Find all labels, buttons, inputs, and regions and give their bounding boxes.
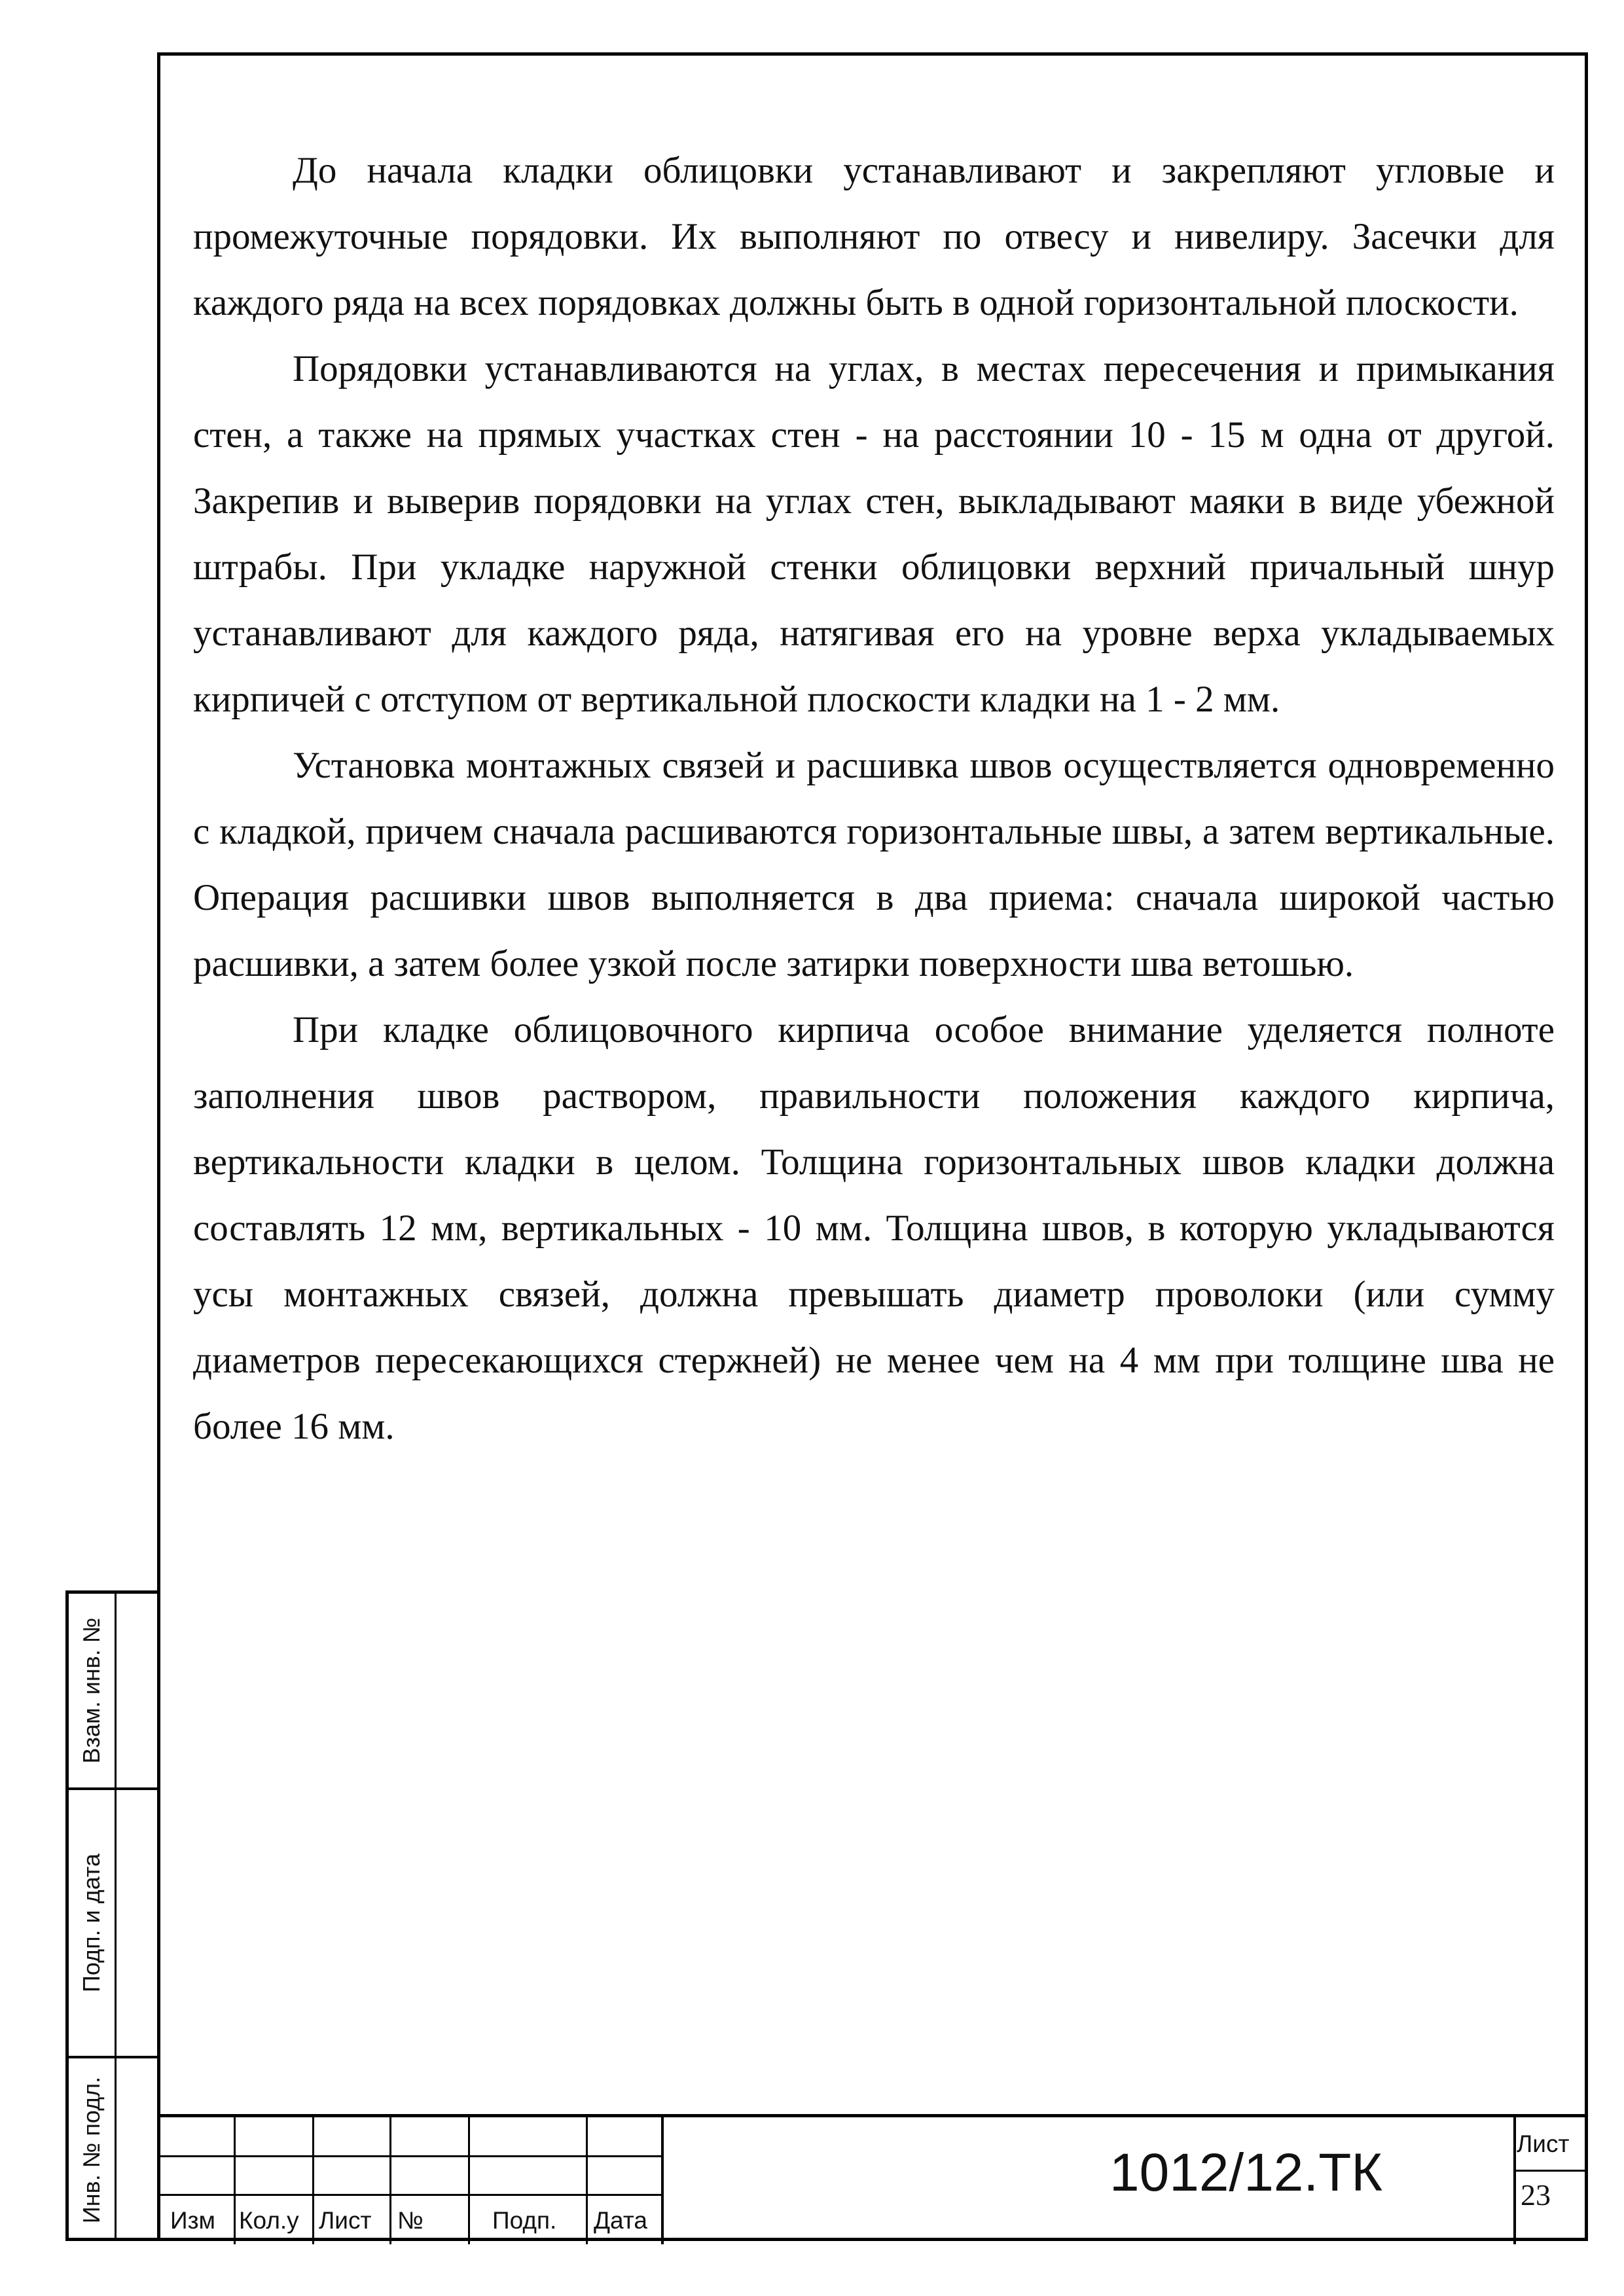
side-stamp (65, 1590, 157, 2241)
revision-grid-rule (234, 2117, 236, 2244)
revision-grid-rule (389, 2117, 391, 2244)
side-label-signature-date: Подп. и дата (78, 1853, 105, 1993)
sheet-cell-rule (1513, 2117, 1516, 2244)
column-label-change: Изм (170, 2207, 215, 2234)
side-label-replacement-inv: Взам. инв. № (78, 1617, 105, 1764)
side-cell-signature-date (69, 1790, 157, 2058)
column-label-sheet: Лист (319, 2207, 372, 2234)
sheet-caption: Лист (1517, 2130, 1570, 2157)
revision-grid-rule (468, 2117, 470, 2244)
revision-grid-rule (586, 2117, 588, 2244)
side-cell-replacement (69, 1594, 157, 1790)
sheet-cell-rule (1513, 2170, 1588, 2172)
sheet-number: 23 (1521, 2178, 1551, 2212)
column-label-signature: Подп. (492, 2207, 557, 2234)
revision-grid-rule (661, 2117, 664, 2244)
document-body (193, 137, 1555, 1460)
side-label-original-inv: Инв. № подл. (78, 2076, 105, 2223)
column-label-quantity: Кол.у (239, 2207, 299, 2234)
paragraph-4: При кладке облицовочного кирпича особое внимание уделяется полноте заполнения швов раствором, правильности положения каждого кирпича, вертикальности кладки в целом. Толщина горизонтальных швов кладки должна составлять 12 мм, вертикальных - 10 мм. Толщина швов, в которую укладываются усы монтажных связей, должна превышать диаметр проволоки (или сумму диаметров пересекающихся стержней) не менее чем на 4 мм при толщине шва не более 16 мм. (193, 1009, 1555, 1447)
document-code: 1012/12.ТК (1110, 2143, 1383, 2202)
paragraph-2: Порядовки устанавливаются на углах, в местах пересечения и примыкания стен, а также на прямых участках стен - на расстоянии 10 - 15 м одна от другой. Закрепив и выверив порядовки на углах стен, выкладывают маяки в виде убежной штрабы. При укладке наружной стенки облицовки верхний причальный шнур устанавливают для каждого ряда, натягивая его на уровне верха укладываемых кирпичей с отступом от вертикальной плоскости кладки на 1 - 2 мм. (193, 348, 1555, 720)
title-block (157, 2114, 1588, 2241)
revision-grid-rule (312, 2117, 314, 2244)
column-label-date: Дата (594, 2207, 647, 2234)
column-label-number: № (397, 2207, 424, 2234)
paragraph-1: До начала кладки облицовки устанавливают и закрепляют угловые и промежуточные порядовки. Их выполняют по отвесу и нивелиру. Засечки для каждого ряда на всех порядовках должны быть в одной горизонтальной плоскости. (193, 150, 1555, 323)
paragraph-3: Установка монтажных связей и расшивка швов осуществляется одновременно с кладкой, причем сначала расшиваются горизонтальные швы, а затем вертикальные. Операция расшивки швов выполняется в два приема: сначала широкой частью расшивки, а затем более узкой после затирки поверхности шва ветошью. (193, 745, 1555, 984)
side-cell-original-inv (69, 2058, 157, 2241)
